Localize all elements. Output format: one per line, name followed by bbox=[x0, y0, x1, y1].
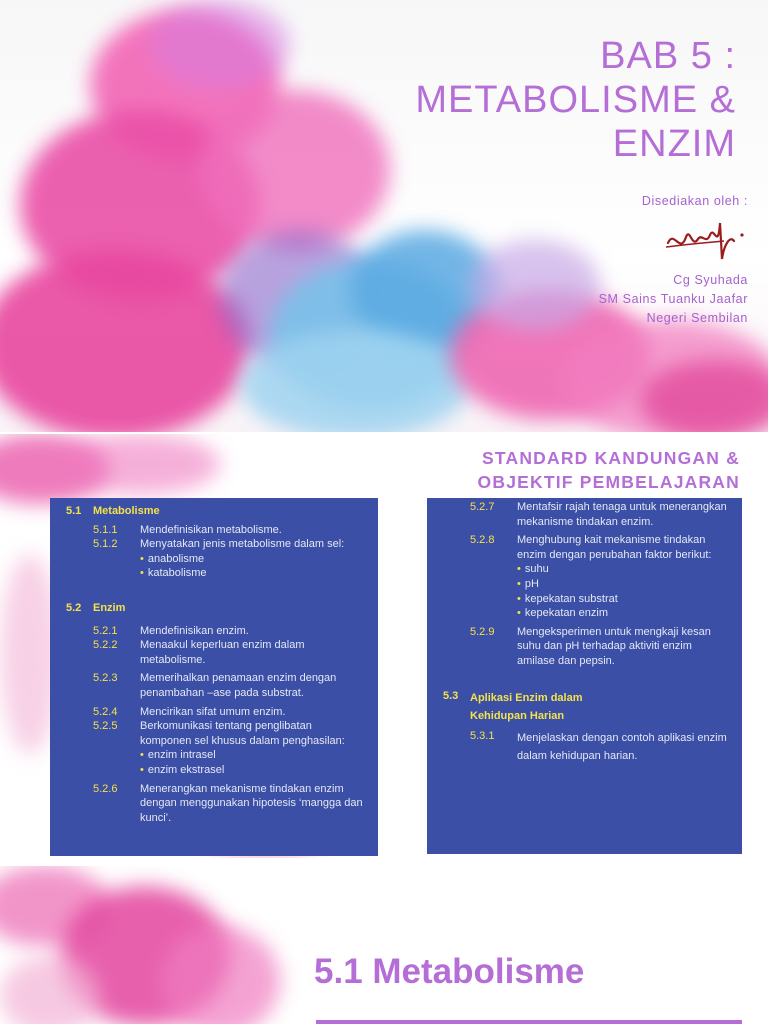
objective-item: 5.2.4 Mencirikan sifat umum enzim. bbox=[93, 705, 286, 718]
author-name: Cg Syuhada bbox=[673, 273, 748, 287]
bullet-item: • enzim intrasel bbox=[140, 748, 366, 763]
objective-item: 5.3.1 Menjelaskan dengan contoh aplikasi enzim dalam kehidupan harian. bbox=[470, 729, 727, 762]
objective-item: 5.2.7 Mentafsir rajah tenaga untuk menerangkan mekanisme tindakan enzim. bbox=[470, 501, 727, 528]
objective-item: 5.2.2 Menaakul keperluan enzim dalam metabolisme. bbox=[93, 639, 305, 666]
slide-title bbox=[356, 34, 736, 166]
objective-item: 5.1.2 Menyatakan jenis metabolisme dalam sel: • anabolisme • katabolisme bbox=[66, 537, 366, 581]
title-slide bbox=[0, 0, 768, 432]
objective-item: 5.2.6 Menerangkan mekanisme tindakan enzim dengan menggunakan hipotesis ‘mangga dan kunci’. bbox=[93, 782, 363, 824]
section-heading: 5.3 Aplikasi Enzim dalam Kehidupan Harian bbox=[443, 689, 583, 722]
section-heading: 5.2 Enzim bbox=[66, 601, 126, 614]
bullet-item: • enzim ekstrasel bbox=[140, 763, 366, 778]
title-line-1: BAB 5 : bbox=[600, 35, 736, 77]
title-line-3: ENZIM bbox=[612, 123, 736, 165]
objective-item: 5.2.3 Memerihalkan penamaan enzim dengan penambahan –ase pada substrat. bbox=[93, 672, 337, 699]
prepared-by-label: Disediakan oleh : bbox=[641, 194, 748, 208]
state-name: Negeri Sembilan bbox=[646, 311, 748, 325]
bullet-item: • anabolisme bbox=[140, 552, 366, 567]
school-name: SM Sains Tuanku Jaafar bbox=[598, 292, 748, 306]
bullet-item: • katabolisme bbox=[140, 566, 366, 581]
standards-panel-right bbox=[427, 498, 742, 854]
section-slide bbox=[0, 866, 768, 1024]
standards-title-line-1: STANDARD KANDUNGAN & bbox=[482, 448, 740, 468]
title-underline bbox=[316, 1020, 742, 1024]
signature-image bbox=[662, 215, 748, 265]
objective-item: 5.2.1 Mendefinisikan enzim. bbox=[93, 624, 249, 637]
standards-panel-left bbox=[50, 498, 378, 856]
section-heading: 5.1 Metabolisme bbox=[66, 505, 160, 517]
objective-item: 5.1.1 Mendefinisikan metabolisme. bbox=[93, 523, 282, 536]
bullet-item: • suhu bbox=[517, 562, 730, 577]
objective-item: 5.2.9 Mengeksperimen untuk mengkaji kesan suhu dan pH terhadap aktiviti enzim amilase dan pepsin. bbox=[470, 625, 711, 667]
standards-title bbox=[478, 446, 740, 494]
bullet-item: • kepekatan enzim bbox=[517, 606, 730, 621]
bullet-item: • pH bbox=[517, 577, 730, 592]
title-line-2: METABOLISME & bbox=[415, 79, 736, 121]
credits bbox=[488, 192, 748, 328]
section-title: 5.1 Metabolisme bbox=[314, 952, 585, 991]
objective-item: 5.2.5 Berkomunikasi tentang penglibatan komponen sel khusus dalam penghasilan: • enzim intrasel • enzim ekstrasel bbox=[66, 719, 366, 777]
objective-item: 5.2.8 Menghubung kait mekanisme tindakan enzim dengan perubahan faktor berikut: • suhu • pH • kepekatan substrat • kepekatan enzim bbox=[443, 533, 730, 621]
standards-slide bbox=[0, 434, 768, 858]
standards-title-line-2: OBJEKTIF PEMBELAJARAN bbox=[477, 472, 740, 492]
bullet-item: • kepekatan substrat bbox=[517, 592, 730, 607]
